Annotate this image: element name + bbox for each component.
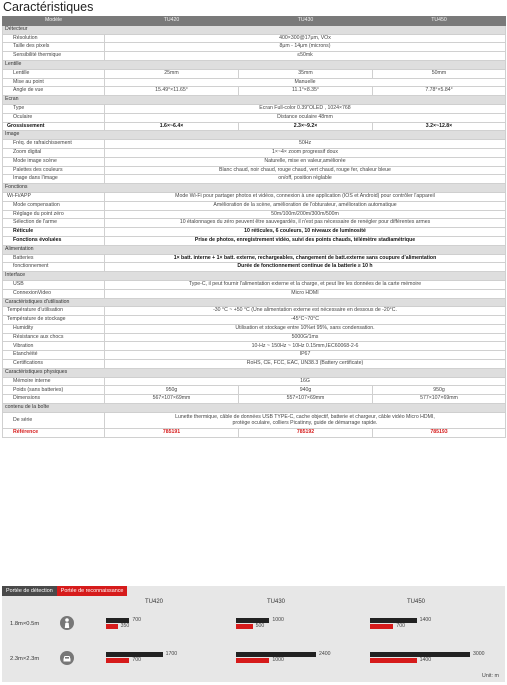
table-row: Oculaire Distance oculaire 48mm bbox=[3, 113, 506, 122]
range-value-label: 1000 bbox=[272, 657, 284, 663]
tab-recognition[interactable]: Portée de reconnaissance bbox=[57, 586, 128, 596]
range-label-car: 2.3m×2.3m bbox=[10, 656, 40, 662]
spec-table bbox=[2, 16, 506, 438]
table-row: Mémoire interne 16G bbox=[3, 377, 506, 386]
range-value-label: 1400 bbox=[419, 617, 432, 623]
table-row: Mise au point Manuelle bbox=[3, 78, 506, 87]
table-row: Sélection de l'arme 10 étalonnages du zéro peuvent être sauvegardés, il n'est pas nécessaire de renégler pour différentes armes bbox=[3, 219, 506, 228]
table-header: Modèle TU420 TU430 TU450 bbox=[3, 17, 506, 26]
table-row: Lentille 25mm 35mm 50mm bbox=[3, 69, 506, 78]
table-row: Etanchéité IP67 bbox=[3, 351, 506, 360]
table-row: Vibration 10-Hz ~ 150Hz ~ 10Hz 0.15mm,IEC60068-2-6 bbox=[3, 342, 506, 351]
table-row: Grossissement 1.6×~6.4× 2.3×~9.2× 3.2×~12.8× bbox=[3, 122, 506, 131]
range-bar-recognition bbox=[370, 624, 393, 629]
section-alimentation: Alimentation bbox=[3, 245, 506, 254]
table-row: Mode compensation Amélioration de la scène, amélioration de l'obturateur, amélioration automatique bbox=[3, 201, 506, 210]
range-value-label: 2400 bbox=[319, 651, 331, 657]
table-row: Palettes des couleurs Blanc chaud, noir chaud, rouge chaud, vert chaud, rouge fer, chaleur bleue bbox=[3, 166, 506, 175]
table-row: Sensibilité thermique ≤50mk bbox=[3, 52, 506, 61]
table-row: Poids (sans batteries) 950g 940g 950g bbox=[3, 386, 506, 395]
section-detecteur: Détecteur bbox=[3, 25, 506, 34]
table-row: Batteries 1× batt. interne + 1× batt. externe, rechargeables, changement de batt.externe sans coupure d'alimentation bbox=[3, 254, 506, 263]
range-value-label: 700 bbox=[132, 657, 141, 663]
range-value-label: 350 bbox=[120, 623, 130, 629]
table-row: Mode image scène Naturelle, mise en valeur,améliorée bbox=[3, 157, 506, 166]
tab-detection[interactable]: Portée de détection bbox=[2, 586, 57, 596]
range-tabs bbox=[2, 586, 127, 596]
range-value-label: 3000 bbox=[473, 651, 485, 657]
table-row: Température d'utilisation -30 °C ~ +50 °C (Une alimentation externe est nécessaire en dessous de -20°C. bbox=[3, 307, 506, 316]
range-model-tu430: TU430 bbox=[266, 599, 285, 605]
section-contenu: contenu de la boîte bbox=[3, 404, 506, 413]
range-bar-detection bbox=[106, 618, 129, 623]
range-value-label: 1700 bbox=[165, 651, 178, 657]
table-row: Humidity Utilisation et stockage entre 10%et 95%, sans condensation. bbox=[3, 324, 506, 333]
range-bar-detection bbox=[370, 618, 417, 623]
section-physiques: Caractéristiques physiques bbox=[3, 368, 506, 377]
range-label-person: 1.8m×0.5m bbox=[10, 621, 40, 627]
range-bar-detection bbox=[236, 618, 269, 623]
range-bar-recognition bbox=[106, 624, 118, 629]
range-bar-recognition bbox=[236, 624, 253, 629]
table-row: Type Ecran Full-color 0.39"OLED , 1024×768 bbox=[3, 104, 506, 113]
table-row: Fonctions évoluées Prise de photos, enregistrement vidéo, suivi des points chauds, télémètre stadiamétrique bbox=[3, 236, 506, 245]
range-model-tu450: TU450 bbox=[406, 599, 425, 605]
range-bar-detection bbox=[236, 652, 316, 657]
table-row: Taille des pixels 8μm - 14μm (microns) bbox=[3, 43, 506, 52]
range-bar-recognition bbox=[106, 658, 129, 663]
table-row: Résolution 400×300@17μm, VOx bbox=[3, 34, 506, 43]
table-row: Wi-Fi/APP Mode Wi-Fi pour partager photos et vidéos, connexion à une application (IOS et Android) pour contrôler l'appareil bbox=[3, 192, 506, 201]
unit-label: Unit: m bbox=[481, 673, 499, 679]
table-row: De série Lunette thermique, câble de données USB TYPE-C, cache objectif, batterie et chargeur, câble vidéo Micro HDMI, protège oculaire, colliers Picatinny, guide de démarrage rapide. bbox=[3, 412, 506, 428]
section-ecran: Ecran bbox=[3, 96, 506, 105]
table-row: fonctionnement Durée de fonctionnement continue de la batterie ≥ 10 h bbox=[3, 263, 506, 272]
range-bar-recognition bbox=[370, 658, 417, 663]
range-value-label: 1000 bbox=[272, 617, 284, 623]
table-row: Résistance aux chocs 5000G/1ms bbox=[3, 333, 506, 342]
range-bar-recognition bbox=[236, 658, 269, 663]
table-row: Zoom digital 1×~4× zoom progressif doux bbox=[3, 148, 506, 157]
table-row: Angle de vue 15.49°×11.65° 11.1°×8.35° 7.78°×5.84° bbox=[3, 87, 506, 96]
section-interface: Interface bbox=[3, 272, 506, 281]
range-panel bbox=[2, 586, 505, 682]
table-row: Fréq. de rafraichissement 50Hz bbox=[3, 140, 506, 149]
range-value-label: 500 bbox=[255, 623, 265, 629]
table-row: USB Type-C, il peut fournir l'alimentation externe et la charge, et peut lire les données de la carte mémoire bbox=[3, 280, 506, 289]
person-icon bbox=[60, 616, 74, 630]
car-icon bbox=[60, 651, 74, 665]
table-row: Température de stockage -45°C~70°C bbox=[3, 316, 506, 325]
range-model-tu420: TU420 bbox=[144, 599, 163, 605]
section-utilisation: Caractéristiques d'utilisation bbox=[3, 298, 506, 307]
section-lentille: Lentille bbox=[3, 60, 506, 69]
section-fonctions: Fonctions bbox=[3, 184, 506, 193]
table-row: Référence 785191 785192 785193 bbox=[3, 428, 506, 437]
table-row: Image dans l'image on/off, position réglable bbox=[3, 175, 506, 184]
table-row: Dimensions 567×107×69mm 557×107×69mm 577×107×69mm bbox=[3, 395, 506, 404]
table-row: Réticule 10 réticules, 6 couleurs, 10 niveaux de luminosité bbox=[3, 228, 506, 237]
page-title: Caractéristiques bbox=[3, 0, 94, 14]
range-value-label: 1400 bbox=[419, 657, 432, 663]
range-value-label: 700 bbox=[132, 617, 141, 623]
table-row: ConnexionVideo Micro HDMI bbox=[3, 289, 506, 298]
range-value-label: 700 bbox=[396, 623, 405, 629]
range-bar-detection bbox=[106, 652, 163, 657]
table-row: Réglage du point zéro 50m/100m/200m/300m/500m bbox=[3, 210, 506, 219]
table-row: Certifications RoHS, CE, FCC, EAC, UN38.3 (Battery certificate) bbox=[3, 360, 506, 369]
section-image: Image bbox=[3, 131, 506, 140]
range-bar-detection bbox=[370, 652, 470, 657]
